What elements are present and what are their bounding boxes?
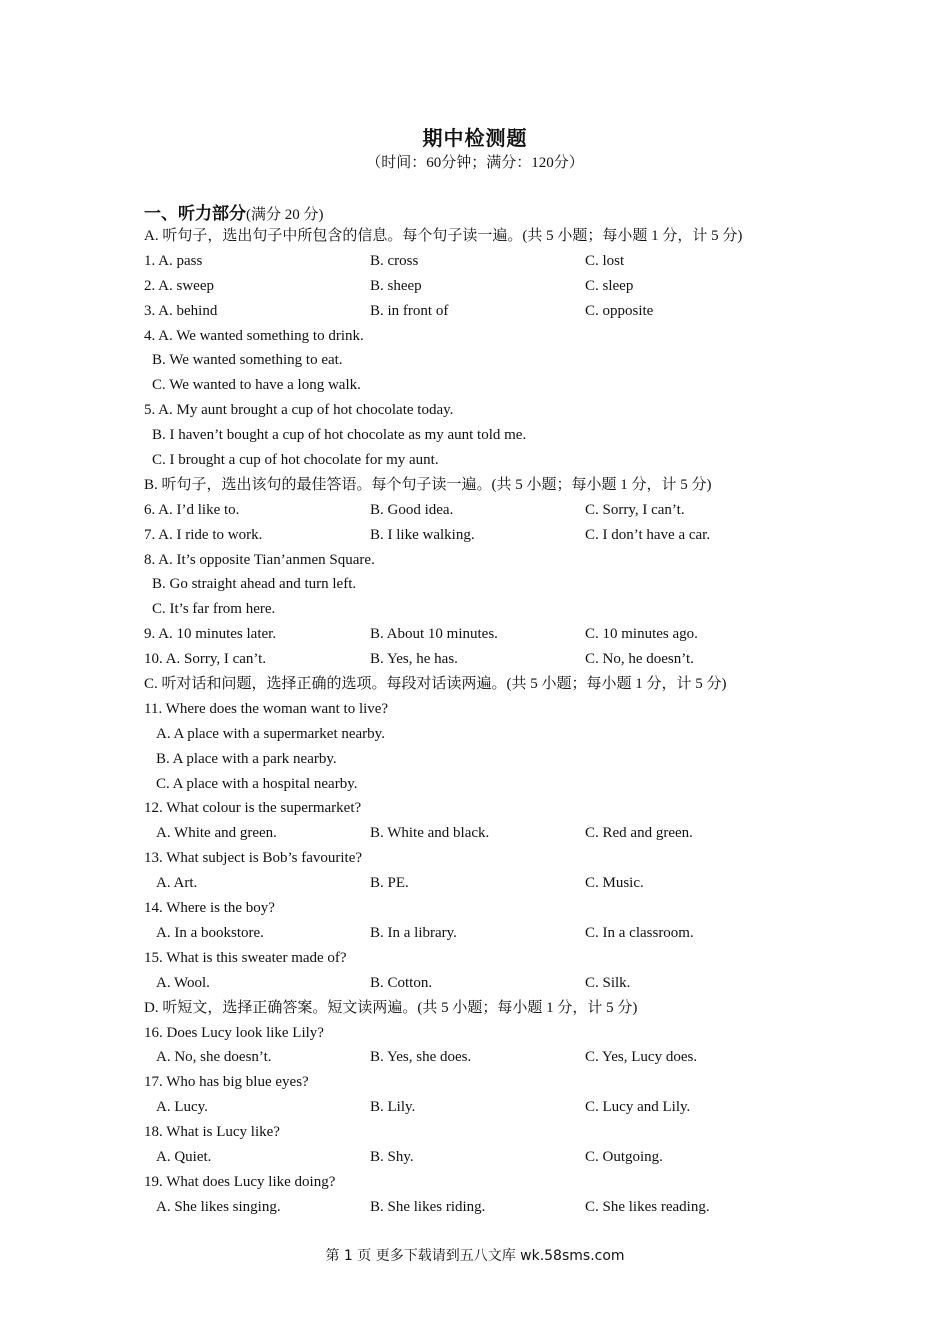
question-11-stem: 11. Where does the woman want to live? — [144, 700, 389, 717]
option-c: C. 10 minutes ago. — [585, 626, 698, 643]
option-b: B. White and black. — [370, 825, 490, 842]
question-19-stem: 19. What does Lucy like doing? — [144, 1173, 336, 1190]
question-8-option-a: 8. A. It’s opposite Tian’anmen Square. — [144, 551, 375, 568]
question-4-option-a: 4. A. We wanted something to drink. — [144, 327, 364, 344]
option-a: A. Art. — [156, 875, 198, 892]
option-b: B. About 10 minutes. — [370, 626, 498, 643]
question-7 — [144, 523, 824, 548]
question-1 — [144, 249, 824, 274]
question-11-option-b: B. A place with a park nearby. — [156, 750, 337, 767]
question-16-stem: 16. Does Lucy look like Lily? — [144, 1024, 324, 1041]
option-b: B. In a library. — [370, 924, 457, 941]
question-14-stem: 14. Where is the boy? — [144, 900, 275, 917]
option-c: C. Silk. — [585, 974, 631, 991]
option-a: A. Lucy. — [156, 1099, 208, 1116]
option-c: C. I don’t have a car. — [585, 526, 711, 543]
option-a: 9. A. 10 minutes later. — [144, 626, 277, 643]
question-8-option-b: B. Go straight ahead and turn left. — [152, 576, 357, 593]
option-a: A. In a bookstore. — [156, 924, 264, 941]
option-c: C. In a classroom. — [585, 924, 694, 941]
option-a: A. Quiet. — [156, 1148, 212, 1165]
option-c: C. opposite — [585, 302, 654, 319]
option-c: C. Outgoing. — [585, 1148, 663, 1165]
question-3 — [144, 299, 824, 324]
section-title: 一、听力部分 — [144, 204, 246, 223]
question-11-option-c: C. A place with a hospital nearby. — [156, 775, 358, 792]
option-b: B. I like walking. — [370, 526, 475, 543]
option-b: B. Good idea. — [370, 501, 454, 518]
question-18-options — [144, 1145, 824, 1170]
question-8-option-c: C. It’s far from here. — [152, 601, 276, 618]
page-footer: 第 1 页 更多下载请到五八文库 wk.58sms.com — [325, 1248, 625, 1264]
option-c: C. Music. — [585, 875, 644, 892]
question-list — [144, 224, 824, 1220]
option-a: 1. A. pass — [144, 252, 203, 269]
option-b: B. Yes, she does. — [370, 1049, 472, 1066]
option-a: A. No, she doesn’t. — [156, 1049, 272, 1066]
option-b: B. in front of — [370, 302, 449, 319]
option-c: C. sleep — [585, 277, 634, 294]
option-a: 10. A. Sorry, I can’t. — [144, 651, 267, 668]
question-4-option-b: B. We wanted something to eat. — [152, 352, 343, 369]
question-4-option-c: C. We wanted to have a long walk. — [152, 377, 361, 394]
option-a: 2. A. sweep — [144, 277, 214, 294]
option-a: A. She likes singing. — [156, 1198, 281, 1215]
section-heading — [144, 199, 324, 224]
option-b: B. She likes riding. — [370, 1198, 486, 1215]
option-a: 3. A. behind — [144, 302, 218, 319]
option-a: 7. A. I ride to work. — [144, 526, 263, 543]
option-b: B. Shy. — [370, 1148, 414, 1165]
option-b: B. sheep — [370, 277, 422, 294]
part-c-instructions: C. 听对话和问题，选择正确的选项。每段对话读两遍。(共 5 小题；每小题 1 分，计 5 分) — [144, 676, 727, 693]
option-c: C. No, he doesn’t. — [585, 651, 694, 668]
question-6 — [144, 498, 824, 523]
question-11-option-a: A. A place with a supermarket nearby. — [156, 725, 385, 742]
section-score: (满分 20 分) — [246, 207, 324, 223]
question-9 — [144, 622, 824, 647]
option-b: B. Lily. — [370, 1099, 416, 1116]
option-b: B. Yes, he has. — [370, 651, 458, 668]
question-12-stem: 12. What colour is the supermarket? — [144, 800, 362, 817]
question-19-options — [144, 1195, 824, 1220]
question-13-options — [144, 871, 824, 896]
question-15-stem: 15. What is this sweater made of? — [144, 949, 347, 966]
question-17-stem: 17. Who has big blue eyes? — [144, 1074, 309, 1091]
question-18-stem: 18. What is Lucy like? — [144, 1124, 280, 1141]
option-a: A. White and green. — [156, 825, 277, 842]
question-5-option-c: C. I brought a cup of hot chocolate for my aunt. — [152, 452, 439, 469]
question-13-stem: 13. What subject is Bob’s favourite? — [144, 850, 363, 867]
option-c: C. Sorry, I can’t. — [585, 501, 685, 518]
part-b-instructions: B. 听句子，选出该句的最佳答语。每个句子读一遍。(共 5 小题；每小题 1 分，计 5 分) — [144, 476, 712, 493]
question-5-option-a: 5. A. My aunt brought a cup of hot chocolate today. — [144, 402, 454, 419]
question-2 — [144, 274, 824, 299]
option-b: B. PE. — [370, 875, 409, 892]
page-title: 期中检测题 — [422, 128, 528, 150]
question-16-options — [144, 1045, 824, 1070]
option-c: C. Yes, Lucy does. — [585, 1049, 698, 1066]
option-a: A. Wool. — [156, 974, 210, 991]
part-a-instructions: A. 听句子，选出句子中所包含的信息。每个句子读一遍。(共 5 小题；每小题 1 分，计 5 分) — [144, 228, 743, 244]
question-15-options — [144, 971, 824, 996]
exam-info: （时间：60分钟；满分：120分） — [366, 155, 584, 171]
question-10 — [144, 647, 824, 672]
question-14-options — [144, 921, 824, 946]
option-a: 6. A. I’d like to. — [144, 501, 240, 518]
option-b: B. cross — [370, 252, 419, 269]
option-c: C. Red and green. — [585, 825, 693, 842]
option-b: B. Cotton. — [370, 974, 433, 991]
question-17-options — [144, 1095, 824, 1120]
question-12-options — [144, 821, 824, 846]
part-d-instructions: D. 听短文，选择正确答案。短文读两遍。(共 5 小题；每小题 1 分，计 5 分) — [144, 999, 638, 1016]
option-c: C. Lucy and Lily. — [585, 1099, 691, 1116]
option-c: C. She likes reading. — [585, 1198, 710, 1215]
option-c: C. lost — [585, 252, 625, 269]
question-5-option-b: B. I haven’t bought a cup of hot chocolate as my aunt told me. — [152, 427, 527, 444]
